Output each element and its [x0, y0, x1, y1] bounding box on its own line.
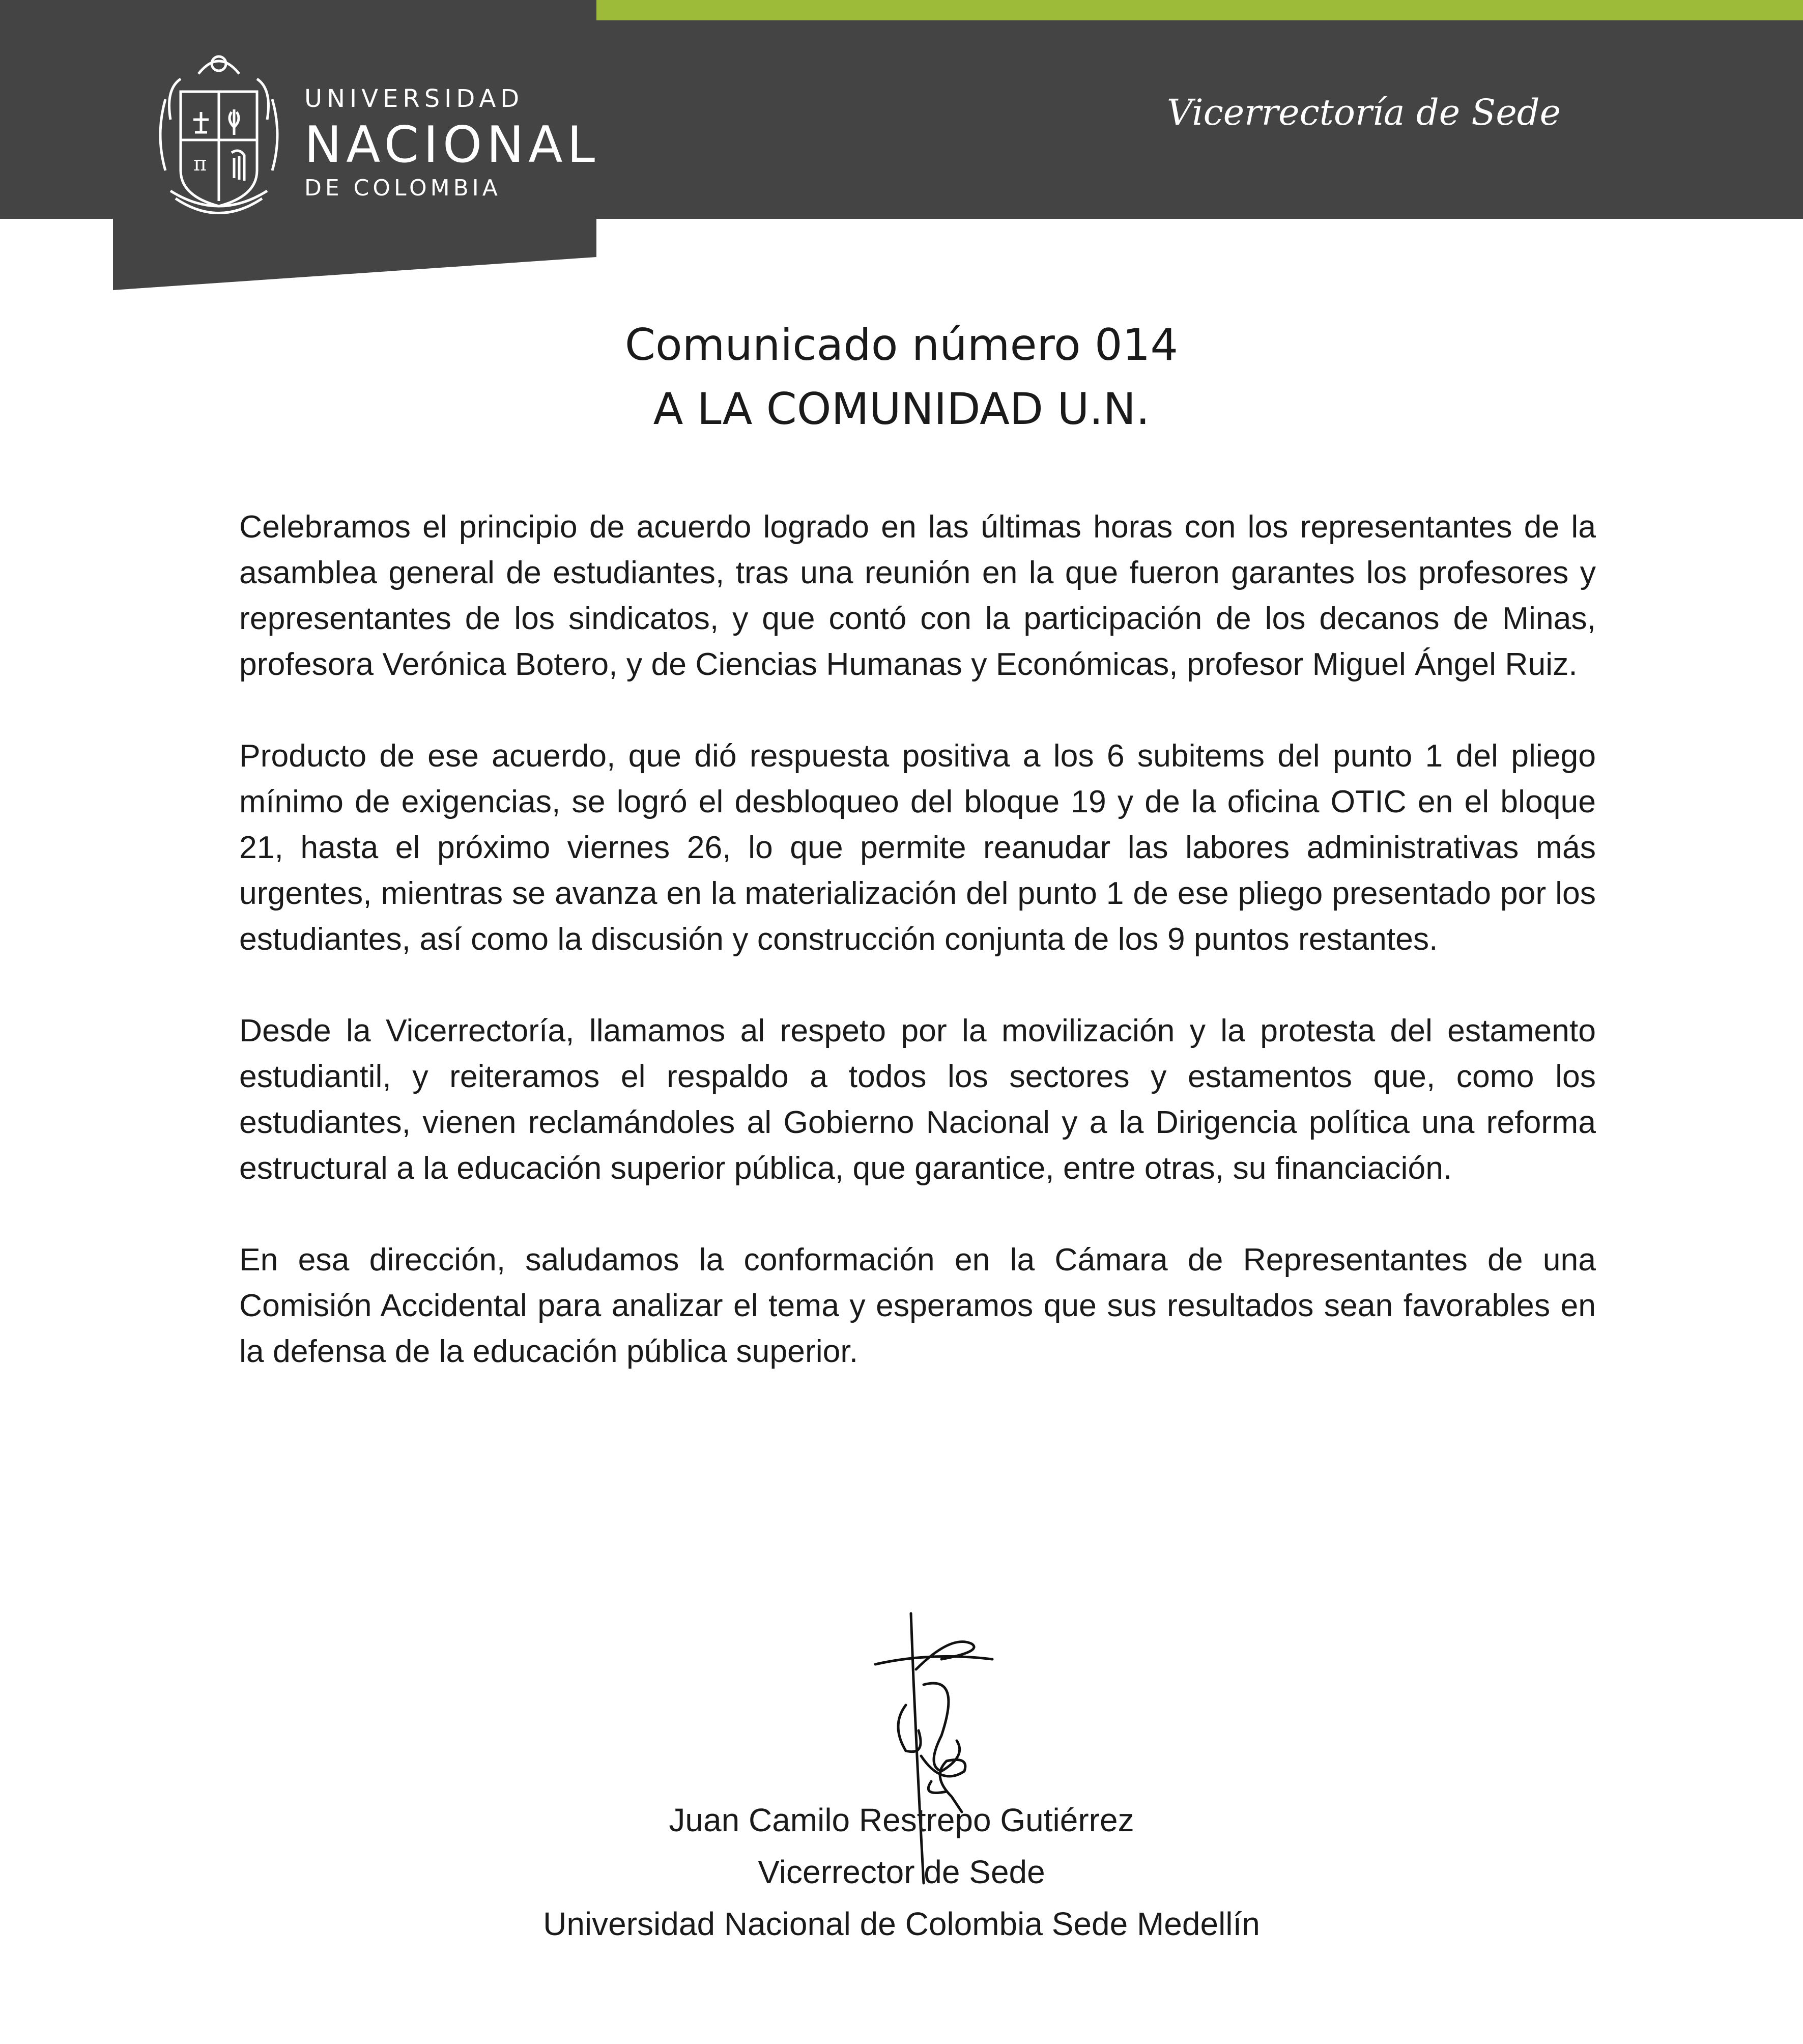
- university-wordmark: [304, 84, 600, 201]
- office-title: Vicerrectoría de Sede: [1166, 92, 1561, 133]
- wordmark-line-3: DE COLOMBIA: [304, 175, 501, 201]
- document-body: [239, 504, 1596, 1420]
- signer-institution: Universidad Nacional de Colombia Sede Medellín: [543, 1906, 1260, 1942]
- body-paragraph: Desde la Vicerrectoría, llamamos al respeto por la movilización y la protesta del estamento estudiantil, y reiteramos el respaldo a todos los sectores y estamentos que, como los estudiantes, vienen reclamándoles al Gobierno Nacional y a la Dirigencia política una reforma estructural a la educación superior pública, que garantice, entre otras, su financiación.: [239, 1013, 1596, 1186]
- title-line-1: Comunicado número 014: [624, 320, 1179, 371]
- document-title: [0, 313, 1803, 441]
- body-paragraph: En esa dirección, saludamos la conformación en la Cámara de Representantes de una Comisión Accidental para analizar el tema y esperamos que sus resultados sean favorables en la defensa de la educación pública superior.: [239, 1242, 1596, 1369]
- body-paragraph: Celebramos el principio de acuerdo logrado en las últimas horas con los representantes de la asamblea general de estudiantes, tras una reunión en la que fueron garantes los profesores y representantes de los sindicatos, y que contó con la participación de los decanos de Minas, profesora Verónica Botero, y de Ciencias Humanas y Económicas, profesor Miguel Ángel Ruiz.: [239, 509, 1596, 682]
- svg-text:π: π: [193, 152, 207, 176]
- wordmark-line-2: NACIONAL: [304, 116, 600, 174]
- university-crest-icon: [150, 43, 288, 221]
- wordmark-line-1: UNIVERSIDAD: [304, 84, 524, 113]
- signer-block: [0, 1794, 1803, 1950]
- signer-name: Juan Camilo Restrepo Gutiérrez: [669, 1802, 1134, 1838]
- header-accent-strip: [596, 0, 1803, 20]
- title-line-2: A LA COMUNIDAD U.N.: [653, 384, 1150, 435]
- body-paragraph: Producto de ese acuerdo, que dió respuesta positiva a los 6 subitems del punto 1 del pliego mínimo de exigencias, se logró el desbloqueo del bloque 19 y de la oficina OTIC en el bloque 21, hasta el próximo viernes 26, lo que permite reanudar las labores administrativas más urgentes, mientras se avanza en la materialización del punto 1 de ese pliego presentado por los estudiantes, así como la discusión y construcción conjunta de los 9 puntos restantes.: [239, 738, 1596, 957]
- signer-role: Vicerrector de Sede: [758, 1854, 1045, 1890]
